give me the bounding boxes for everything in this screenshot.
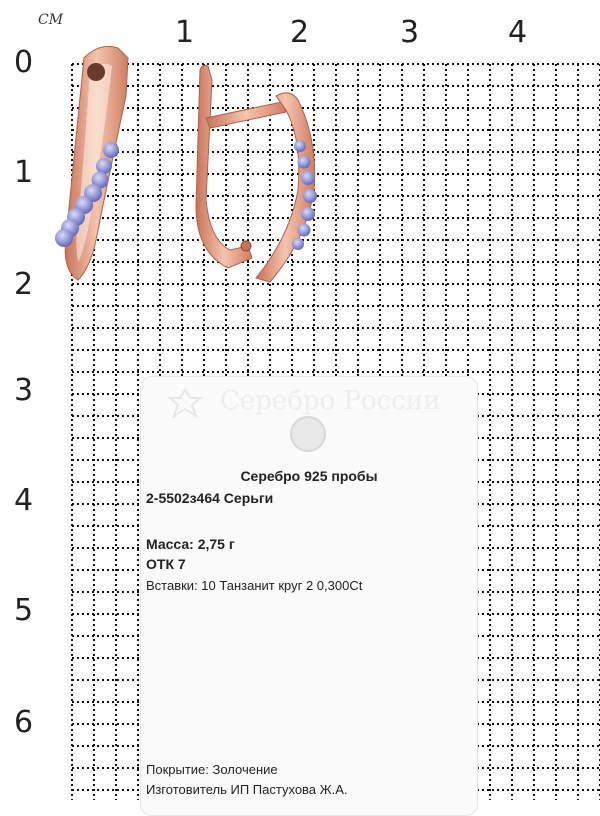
y-label-3: 3 [14,373,34,408]
x-label-2: 2 [290,15,310,50]
tag-weight: Масса: 2,75 г [146,536,235,552]
y-label-0: 0 [14,45,34,80]
tag-hole [290,416,326,452]
tag-coating: Покрытие: Золочение [146,762,278,777]
tag-watermark: Серебро России [220,386,441,416]
right-earring [196,66,317,283]
unit-label: СМ [38,12,64,28]
y-label-5: 5 [14,593,34,628]
x-label-3: 3 [400,15,420,50]
tag-manufacturer: Изготовитель ИП Пастухова Ж.А. [146,782,348,797]
tag-qc: ОТК 7 [146,556,186,572]
y-label-4: 4 [14,483,34,518]
tag-article: 2-5502з464 Серьги [146,490,274,506]
x-label-1: 1 [175,15,195,50]
y-label-6: 6 [14,705,34,740]
tag-inserts: Вставки: 10 Танзанит круг 2 0,300Ct [146,578,363,593]
x-label-4: 4 [508,15,528,50]
product-tag [140,376,478,816]
y-label-2: 2 [14,267,34,302]
left-earring [55,46,128,280]
tag-logo-icon [168,388,202,418]
y-label-1: 1 [14,155,34,190]
tag-metal: Серебро 925 пробы [240,468,378,484]
